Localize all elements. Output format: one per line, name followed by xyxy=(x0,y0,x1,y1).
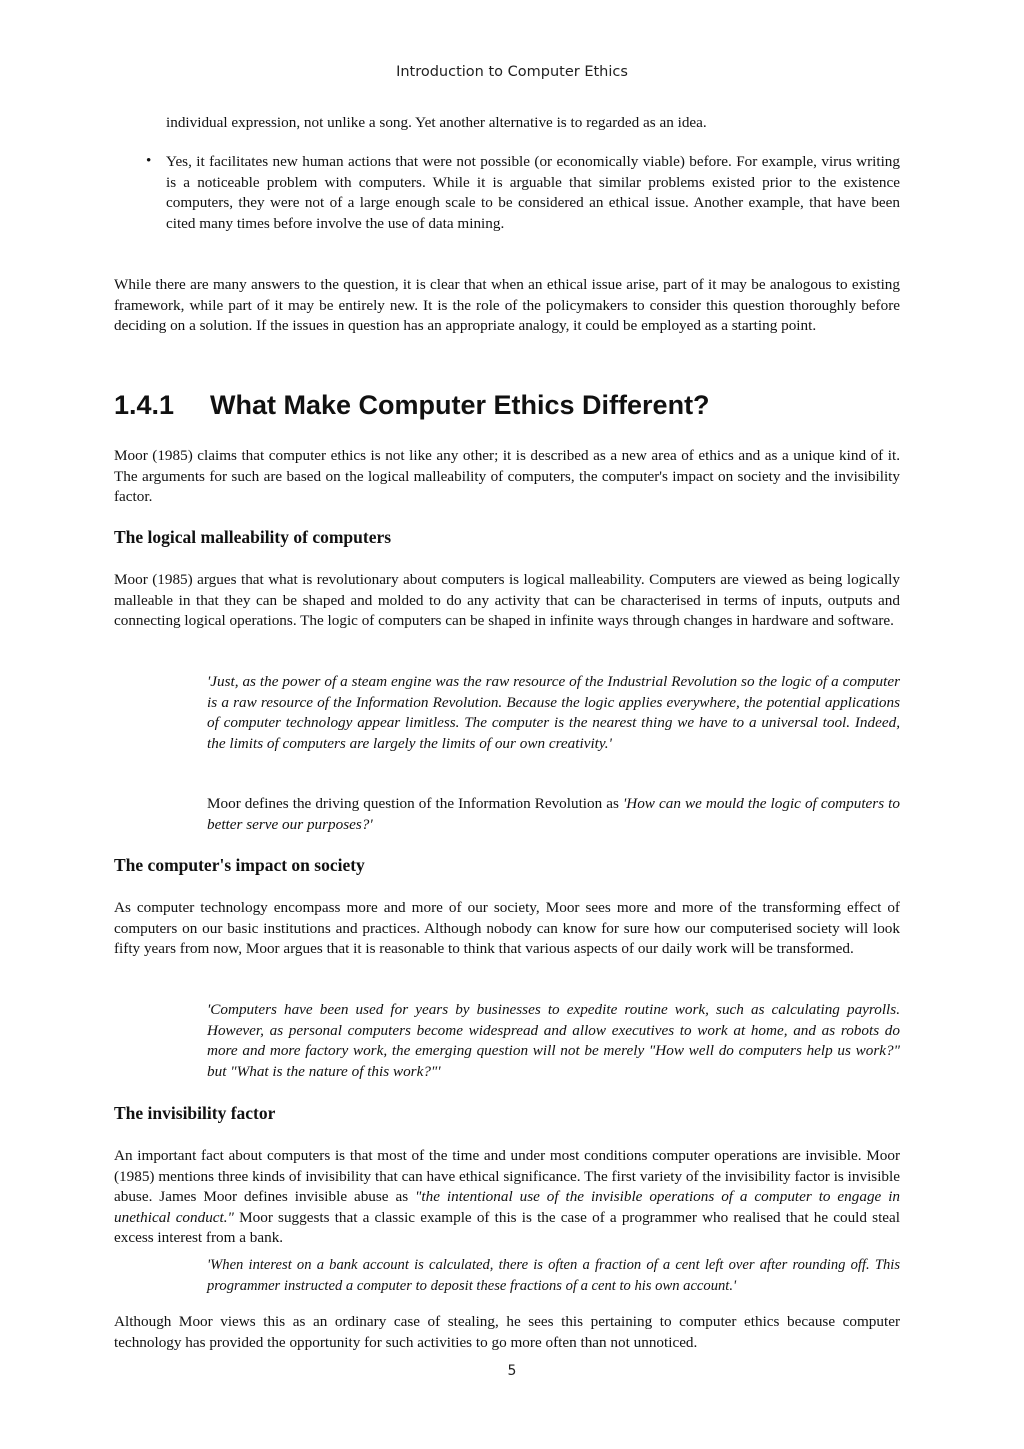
invisibility-paragraph xyxy=(114,1146,900,1249)
impact-paragraph: As computer technology encompass more and more of our society, Moor sees more and more of the transforming effect of computers on our basic institutions and practices. Although nobody can know for sure how our computerised society will look fifty years from now, Moor argues that it is reasonable to think that various aspects of our daily work will be transformed. xyxy=(114,899,900,958)
bullet-paragraph: Yes, it facilitates new human actions that were not possible (or economically viable) before. For example, virus writing is a noticeable problem with computers. While it is arguable that similar problems existed prior to the existence computers, they were not of a large enough scale to be considered an ethical issue. Another example, that have been cited many times before involve the use of data mining. xyxy=(166,153,900,232)
driving-question-paragraph xyxy=(207,794,900,835)
subheading-impact-on-society: The computer's impact on society xyxy=(114,855,365,875)
driving-question-quote: 'How can we mould the logic of computers to better serve our purposes?' xyxy=(207,795,900,833)
continuation-paragraph: individual expression, not unlike a song. Yet another alternative is to regarded as an idea. xyxy=(166,114,707,131)
malleability-paragraph: Moor (1985) argues that what is revolutionary about computers is logical malleability. Computers are viewed as being logically malleable in that they can be shaped and molded to do any activity that can be characterised in terms of inputs, outputs and connecting logical operations. The logic of computers can be shaped in infinite ways through changes in hardware and software. xyxy=(114,571,900,630)
stealing-paragraph: Although Moor views this as an ordinary case of stealing, he sees this pertaining to computer ethics because computer technology has provided the opportunity for such activities to go more often than not unnoticed. xyxy=(114,1313,900,1351)
invisibility-text-b: Moor suggests that a classic example of this is the case of a programmer who realised that he could steal excess interest from a bank. xyxy=(114,1208,900,1247)
analogy-paragraph: While there are many answers to the question, it is clear that when an ethical issue arise, part of it may be analogous to existing framework, while part of it may be entirely new. It is the role of the policymakers to consider this question thoroughly before deciding on a solution. If the issues in question has an appropriate analogy, it could be employed as a starting point. xyxy=(114,276,900,335)
bullet-marker: • xyxy=(146,152,152,169)
bank-interest-quote: 'When interest on a bank account is calculated, there is often a fraction of a cent left over after rounding off. This programmer instructed a computer to deposit these fractions of a cent to his own account.' xyxy=(207,1257,900,1294)
subheading-invisibility-factor: The invisibility factor xyxy=(114,1103,276,1123)
page-number: 5 xyxy=(507,1363,517,1379)
business-quote: 'Computers have been used for years by businesses to expedite routine work, such as calculating payrolls. However, as personal computers become widespread and allow executives to work at home, and as robots do more and more factory work, the emerging question will not be merely "How well do computers help us work?" but "What is the nature of this work?"' xyxy=(207,1001,900,1080)
steam-engine-quote: 'Just, as the power of a steam engine was the raw resource of the Industrial Revolution so the logic of a computer is a raw resource of the Information Revolution. Because the logic applies everywhere, the potential applications of computer technology appear limitless. The computer is the nearest thing we have to a universal tool. Indeed, the limits of computers are largely the limits of our own creativity.' xyxy=(207,673,900,752)
section-title: What Make Computer Ethics Different? xyxy=(210,390,710,420)
driving-question-prefix: Moor defines the driving question of the Information Revolution as xyxy=(207,795,623,812)
section-number: 1.4.1 xyxy=(114,390,175,420)
section-heading xyxy=(114,390,710,421)
invisibility-text-a: An important fact about computers is that most of the time and under most conditions computer operations are invisible. Moor (1985) mentions three kinds of invisibility that can have ethical significance. The first variety of the invisibility factor is invisible abuse. James Moor defines invisible abuse as xyxy=(114,1147,900,1206)
moor-intro-paragraph: Moor (1985) claims that computer ethics is not like any other; it is described as a new area of ethics and as a unique kind of it. The arguments for such are based on the logical malleability of computers, the computer's impact on society and the invisibility factor. xyxy=(114,447,900,506)
running-header-title: Introduction to Computer Ethics xyxy=(396,64,628,80)
invisible-abuse-definition: "the intentional use of the invisible operations of a computer to engage in unethical conduct." xyxy=(114,1188,901,1226)
subheading-logical-malleability: The logical malleability of computers xyxy=(114,527,392,547)
